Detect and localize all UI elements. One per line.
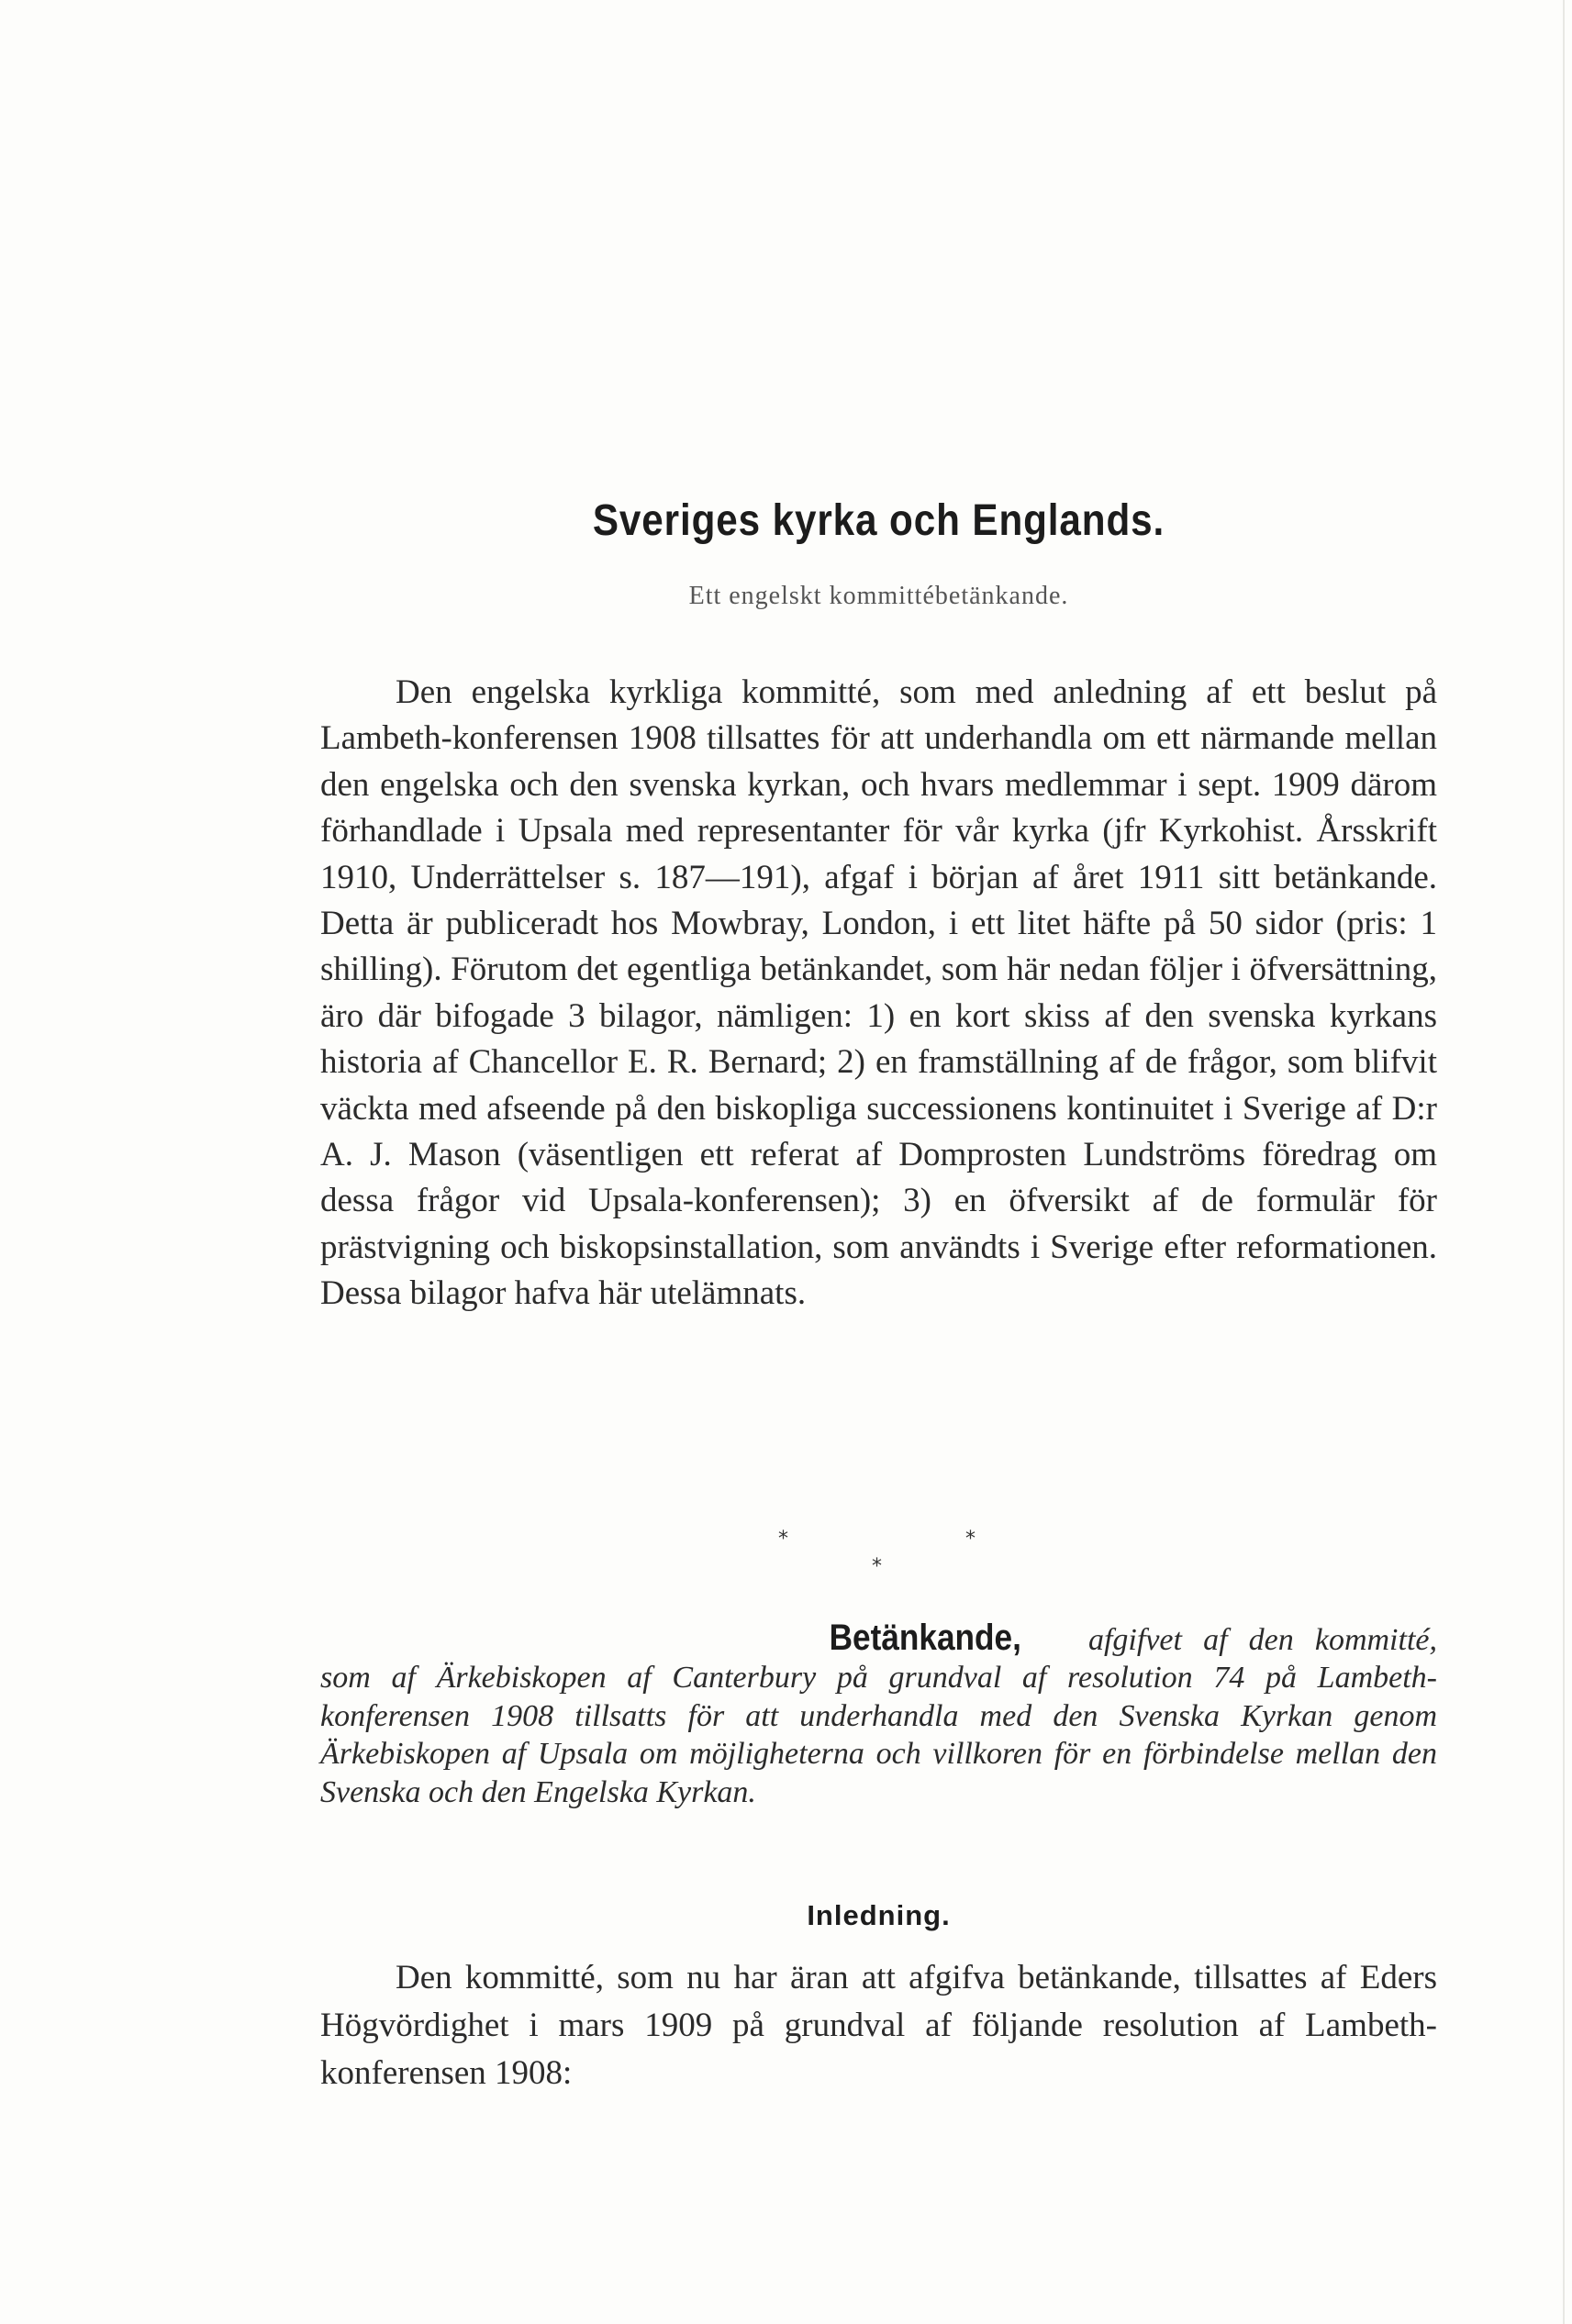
asterism-divider — [753, 1528, 1028, 1583]
inledning-paragraph: Den kommitté, som nu har äran att afgifva betänkande, tillsattes af Eders Högvördighet i mars 1909 på grundval af följande resolution af Lambeth-konferensen 1908: — [320, 1959, 1437, 2092]
asterisk-right: * — [965, 1528, 976, 1551]
betankande-lead-word: Betänkande, — [829, 1618, 1021, 1658]
asterisk-center: * — [872, 1555, 882, 1578]
intro-section — [320, 670, 1437, 1318]
asterisk-left: * — [778, 1528, 788, 1551]
betankande-paragraph — [320, 1619, 1437, 1811]
article-title: Sveriges kyrka och Englands. — [592, 496, 1165, 545]
inledning-section — [320, 1954, 1437, 2097]
article-subtitle: Ett engelskt kommittébetänkande. — [688, 582, 1069, 610]
page-edge-shadow — [1563, 0, 1565, 2324]
betankande-heading-block — [320, 1619, 1437, 1811]
section-heading-inledning: Inledning. — [807, 1899, 951, 1931]
betankande-description: afgifvet af den kommitté, som af Ärkebiskopen af Canterbury på grundval af resolution 74 på Lambeth-konferensen 1908 tillsatts för att underhandla med den Svenska Kyrkan genom Ärkebiskopen af Upsala om möjligheterna och villkoren för en förbindelse mellan den Svenska och den Engelska Kyrkan. — [320, 1623, 1437, 1809]
intro-paragraph: Den engelska kyrkliga kommitté, som med anledning af ett beslut på Lambeth-konferensen 1908 tillsattes för att underhandla om ett närmande mellan den engelska och den svenska kyrkan, och hvars medlemmar i sept. 1909 därom förhandlade i Upsala med representanter för vår kyrka (jfr Kyrkohist. Årsskrift 1910, Underrättelser s. 187—191), afgaf i början af året 1911 sitt betänkande. Detta är publiceradt hos Mowbray, London, i ett litet häfte på 50 sidor (pris: 1 shilling). Förutom det egentliga betänkandet, som här nedan följer i öfversättning, äro där bifogade 3 bilagor, nämligen: 1) en kort skiss af den svenska kyrkans historia af Chancellor E. R. Bernard; 2) en framställning af de frågor, som blifvit väckta med afseende på den biskopliga successionens kontinuitet i Sverige af D:r A. J. Mason (väsentligen ett referat af Domprosten Lundströms föredrag om dessa frågor vid Upsala-konferensen); 3) en öfversikt af de formulär för prästvigning och biskopsinstallation, som användts i Sverige efter reformationen. Dessa bilagor hafva här utelämnats. — [320, 673, 1437, 1313]
